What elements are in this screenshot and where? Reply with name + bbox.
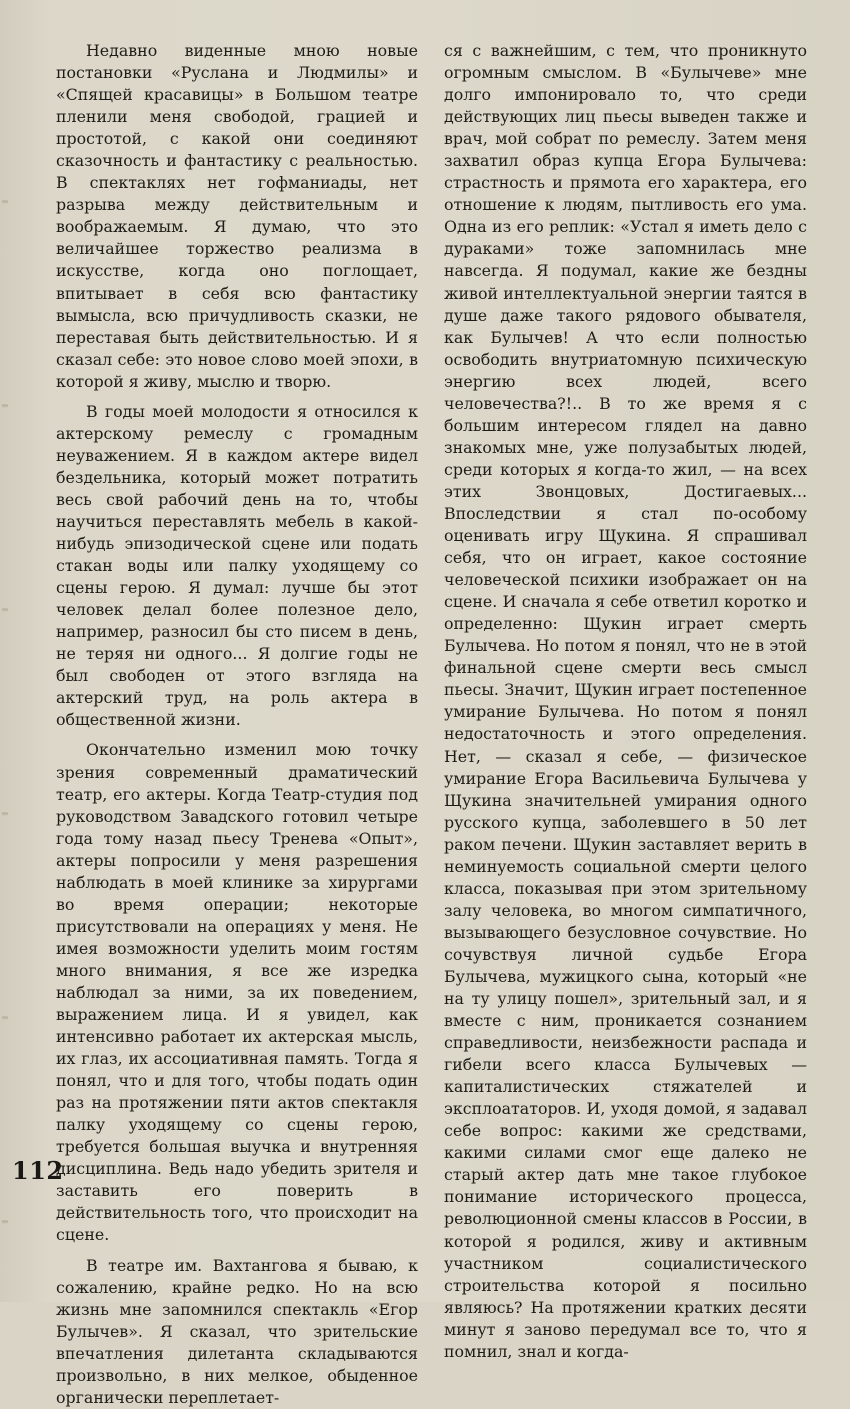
paragraph: В годы моей молодости я относился к актерскому ремеслу с громадным неуважением. Я в каждом актере видел бездельника, который может потратить весь свой рабочий день на то, чтобы научиться переставлять мебель в какой-нибудь эпизодической сцене или подать стакан воды или палку уходящему со сцены герою. Я думал: лучше бы этот человек делал более полезное дело, например, разносил бы сто писем в день, не теряя ни одного... Я долгие годы не был свободен от этого взгляда на актерский труд, на роль актера в общественной жизни. (56, 401, 418, 730)
page-edge-shadow (2, 0, 8, 1302)
paragraph: В театре им. Вахтангова я бываю, к сожалению, крайне редко. Но на всю жизнь мне запомнился спектакль «Егор Булычев». Я сказал, что зрительские впечатления дилетанта складываются произвольно, в них мелкое, обыденное органически переплетает- (56, 1255, 418, 1407)
right-text-column (444, 40, 807, 1363)
left-text-column (56, 40, 418, 1409)
paragraph: Недавно виденные мною новые постановки «Руслана и Людмилы» и «Спящей красавицы» в Большом театре пленили меня свободой, грацией и простотой, с какой они соединяют сказочность и фантастику с реальностью. В спектаклях нет гофманиады, нет разрыва между действительным и воображаемым. Я думаю, что это величайшее торжество реализма в искусстве, когда оно поглощает, впитывает в себя всю фантастику вымысла, всю причудливость сказки, не переставая быть действительностью. И я сказал себе: это новое слово моей эпохи, в которой я живу, мыслю и творю. (56, 41, 418, 391)
paragraph: ся с важнейшим, с тем, что проникнуто огромным смыслом. В «Булычеве» мне долго импонировало то, что среди действующих лиц пьесы выведен также и врач, мой собрат по ремеслу. Затем меня захватил образ купца Егора Булычева: страстность и прямота его характера, его отношение к людям, пытливость его ума. Одна из его реплик: «Устал я иметь дело с дураками» тоже запомнилась мне навсегда. Я подумал, какие же бездны живой интеллектуальной энергии таятся в душе даже такого рядового обывателя, как Булычев! А что если полностью освободить внутриатомную психическую энергию всех людей, всего человечества?!.. В то же время я с большим интересом глядел на давно знакомых мне, уже полузабытых людей, среди которых я когда-то жил, — на всех этих Звонцовых, Достигаевых... Впоследствии я стал по-особому оценивать игру Щукина. Я спрашивал себя, что он играет, какое состояние человеческой психики изображает он на сцене. И сначала я себе ответил коротко и определенно: Щукин играет смерть Булычева. Но потом я понял, что не в этой финальной сцене смерти весь смысл пьесы. Значит, Щукин играет постепенное умирание Булычева. Но потом я понял недостаточность и этого определения. Нет, — сказал я себе, — физическое умирание Егора Васильевича Булычева у Щукина значительней умирания одного русского купца, заболевшего в 50 лет раком печени. Щукин заставляет верить в неминуемость социальной смерти целого класса, показывая при этом зрительному залу человека, во многом симпатичного, вызывающего безусловное сочувствие. Но сочувствуя личной судьбе Егора Булычева, мужицкого сына, который «не на ту улицу пошел», зрительный зал, и я вместе с ним, проникается сознанием справедливости, неизбежности распада и гибели всего класса Булычевых — капиталистических стяжателей и эксплоататоров. И, уходя домой, я задавал себе вопрос: какими же средствами, какими силами смог еще далеко не старый актер дать мне такое глубокое понимание исторического процесса, революционной смены классов в России, в которой я родился, живу и активным участником социалистического строительства которой я посильно являюсь? На протяжении кратких десяти минут я заново передумал все то, что я помнил, знал и когда- (444, 41, 807, 1361)
page-number: 112 (12, 1156, 64, 1185)
paragraph: Окончательно изменил мою точку зрения современный драматический театр, его актеры. Когда Театр-студия под руководством Завадского готовил четыре года тому назад пьесу Тренева «Опыт», актеры попросили у меня разрешения наблюдать в моей клинике за хирургами во время операции; некоторые присутствовали на операциях у меня. Не имея возможности уделить моим гостям много внимания, я все же изредка наблюдал за ними, за их поведением, выражением лица. И я увидел, как интенсивно работает их актерская мысль, их глаз, их ассоциативная память. Тогда я понял, что и для того, чтобы подать один раз на протяжении пяти актов спектакля палку уходящему со сцены герою, требуется большая выучка и внутренняя дисциплина. Ведь надо убедить зрителя и заставить его поверить в действительность того, что происходит на сцене. (56, 740, 418, 1245)
